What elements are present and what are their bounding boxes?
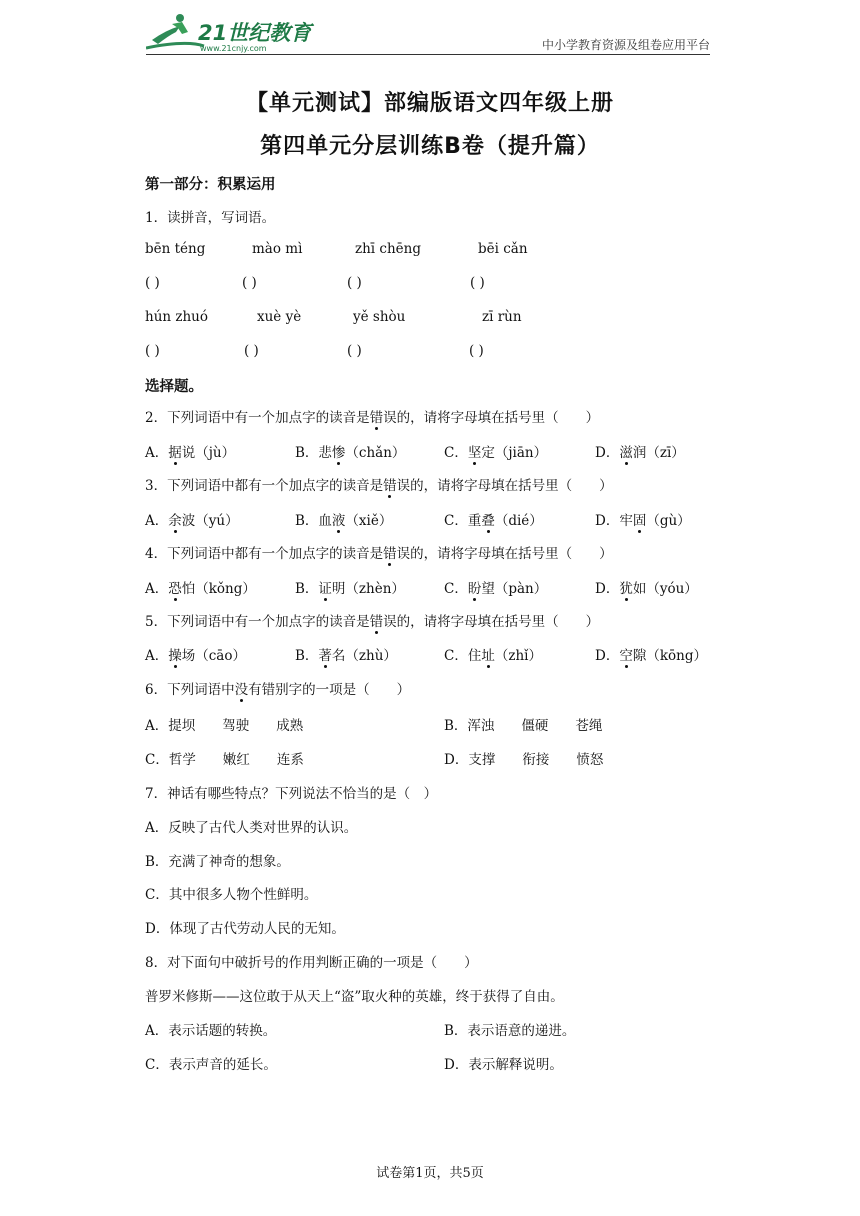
- answer-blank[interactable]: ( ): [469, 343, 484, 359]
- q8-stem: 8．对下面句中破折号的作用判断正确的一项是（ ）: [145, 955, 478, 971]
- option-d[interactable]: D．体现了古代劳动人民的无知。: [145, 921, 345, 937]
- option-b[interactable]: B．血液（xiě）: [295, 513, 393, 529]
- q8-sentence: 普罗米修斯——这位敢于从天上“盗”取火种的英雄，终于获得了自由。: [145, 989, 564, 1005]
- pinyin: bēi cǎn: [478, 241, 528, 257]
- option-d[interactable]: D．表示解释说明。: [444, 1057, 563, 1073]
- pinyin: hún zhuó: [145, 309, 209, 325]
- pinyin: bēn téng: [145, 241, 206, 257]
- page-title: 【单元测试】部编版语文四年级上册: [245, 91, 614, 116]
- option-a[interactable]: A．余波（yú）: [145, 513, 239, 529]
- part-heading: 第一部分：积累运用: [145, 177, 276, 193]
- pinyin: zhī chēng: [355, 241, 421, 257]
- q4-stem: 4．下列词语中都有一个加点字的读音是错误的，请将字母填在括号里（ ）: [145, 546, 613, 562]
- runner-logo-icon: [146, 10, 316, 54]
- option-c[interactable]: C．表示声音的延长。: [145, 1057, 277, 1073]
- answer-blank[interactable]: ( ): [244, 343, 259, 359]
- option-a[interactable]: A．反映了古代人类对世界的认识。: [145, 820, 358, 836]
- q6-stem: 6．下列词语中没有错别字的一项是（ ）: [145, 682, 411, 698]
- option-c[interactable]: C．坚定（jiān）: [444, 445, 548, 461]
- option-b[interactable]: B．著名（zhù）: [295, 648, 397, 664]
- q5-stem: 5．下列词语中有一个加点字的读音是错误的，请将字母填在括号里（ ）: [145, 614, 600, 630]
- q2-stem: 2．下列词语中有一个加点字的读音是错误的，请将字母填在括号里（ ）: [145, 410, 600, 426]
- logo: [146, 10, 316, 54]
- q3-stem: 3．下列词语中都有一个加点字的读音是错误的，请将字母填在括号里（ ）: [145, 478, 613, 494]
- answer-blank[interactable]: ( ): [242, 275, 257, 291]
- option-b[interactable]: B．证明（zhèn）: [295, 581, 405, 597]
- answer-blank[interactable]: ( ): [145, 275, 160, 291]
- option-a[interactable]: A．恐怕（kǒng）: [145, 581, 256, 597]
- option-d[interactable]: D．滋润（zī）: [595, 445, 685, 461]
- option-d[interactable]: D．空隙（kōng）: [595, 648, 707, 664]
- answer-blank[interactable]: ( ): [347, 343, 362, 359]
- option-c[interactable]: C．住址（zhǐ）: [444, 648, 542, 664]
- option-d[interactable]: D．犹如（yóu）: [595, 581, 698, 597]
- page-subtitle: 第四单元分层训练B卷（提升篇）: [260, 134, 600, 159]
- option-a[interactable]: A．表示话题的转换。: [145, 1023, 277, 1039]
- logo-url: www.21cnjy.com: [200, 44, 267, 53]
- option-c[interactable]: C．哲学 嫩红 连系: [145, 752, 304, 768]
- section-heading: 选择题。: [145, 379, 203, 395]
- pinyin: zī rùn: [482, 309, 522, 325]
- pinyin: xuè yè: [257, 309, 302, 325]
- q7-stem: 7．神话有哪些特点？下列说法不恰当的是（ ）: [145, 786, 438, 802]
- q1-stem: 1．读拼音，写词语。: [145, 210, 276, 226]
- option-d[interactable]: D．支撑 衔接 愤怒: [444, 752, 604, 768]
- page-footer: 试卷第1页，共5页: [376, 1166, 484, 1181]
- option-c[interactable]: C．盼望（pàn）: [444, 581, 548, 597]
- option-c[interactable]: C．其中很多人物个性鲜明。: [145, 887, 318, 903]
- header-divider: [146, 54, 710, 55]
- pinyin: mào mì: [252, 241, 303, 257]
- answer-blank[interactable]: ( ): [145, 343, 160, 359]
- option-c[interactable]: C．重叠（dié）: [444, 513, 543, 529]
- option-a[interactable]: A．操场（cāo）: [145, 648, 246, 664]
- answer-blank[interactable]: ( ): [347, 275, 362, 291]
- option-b[interactable]: B．悲惨（chǎn）: [295, 445, 406, 461]
- platform-name: 中小学教育资源及组卷应用平台: [541, 38, 710, 52]
- option-d[interactable]: D．牢固（gù）: [595, 513, 691, 529]
- option-b[interactable]: B．表示语意的递进。: [444, 1023, 576, 1039]
- logo-text: 21世纪教育: [198, 21, 312, 45]
- option-b[interactable]: B．浑浊 僵硬 苍绳: [444, 718, 603, 734]
- option-a[interactable]: A．据说（jù）: [145, 445, 236, 461]
- pinyin: yě shòu: [353, 309, 406, 325]
- answer-blank[interactable]: ( ): [470, 275, 485, 291]
- option-b[interactable]: B．充满了神奇的想象。: [145, 854, 290, 870]
- option-a[interactable]: A．提坝 驾驶 成熟: [145, 718, 304, 734]
